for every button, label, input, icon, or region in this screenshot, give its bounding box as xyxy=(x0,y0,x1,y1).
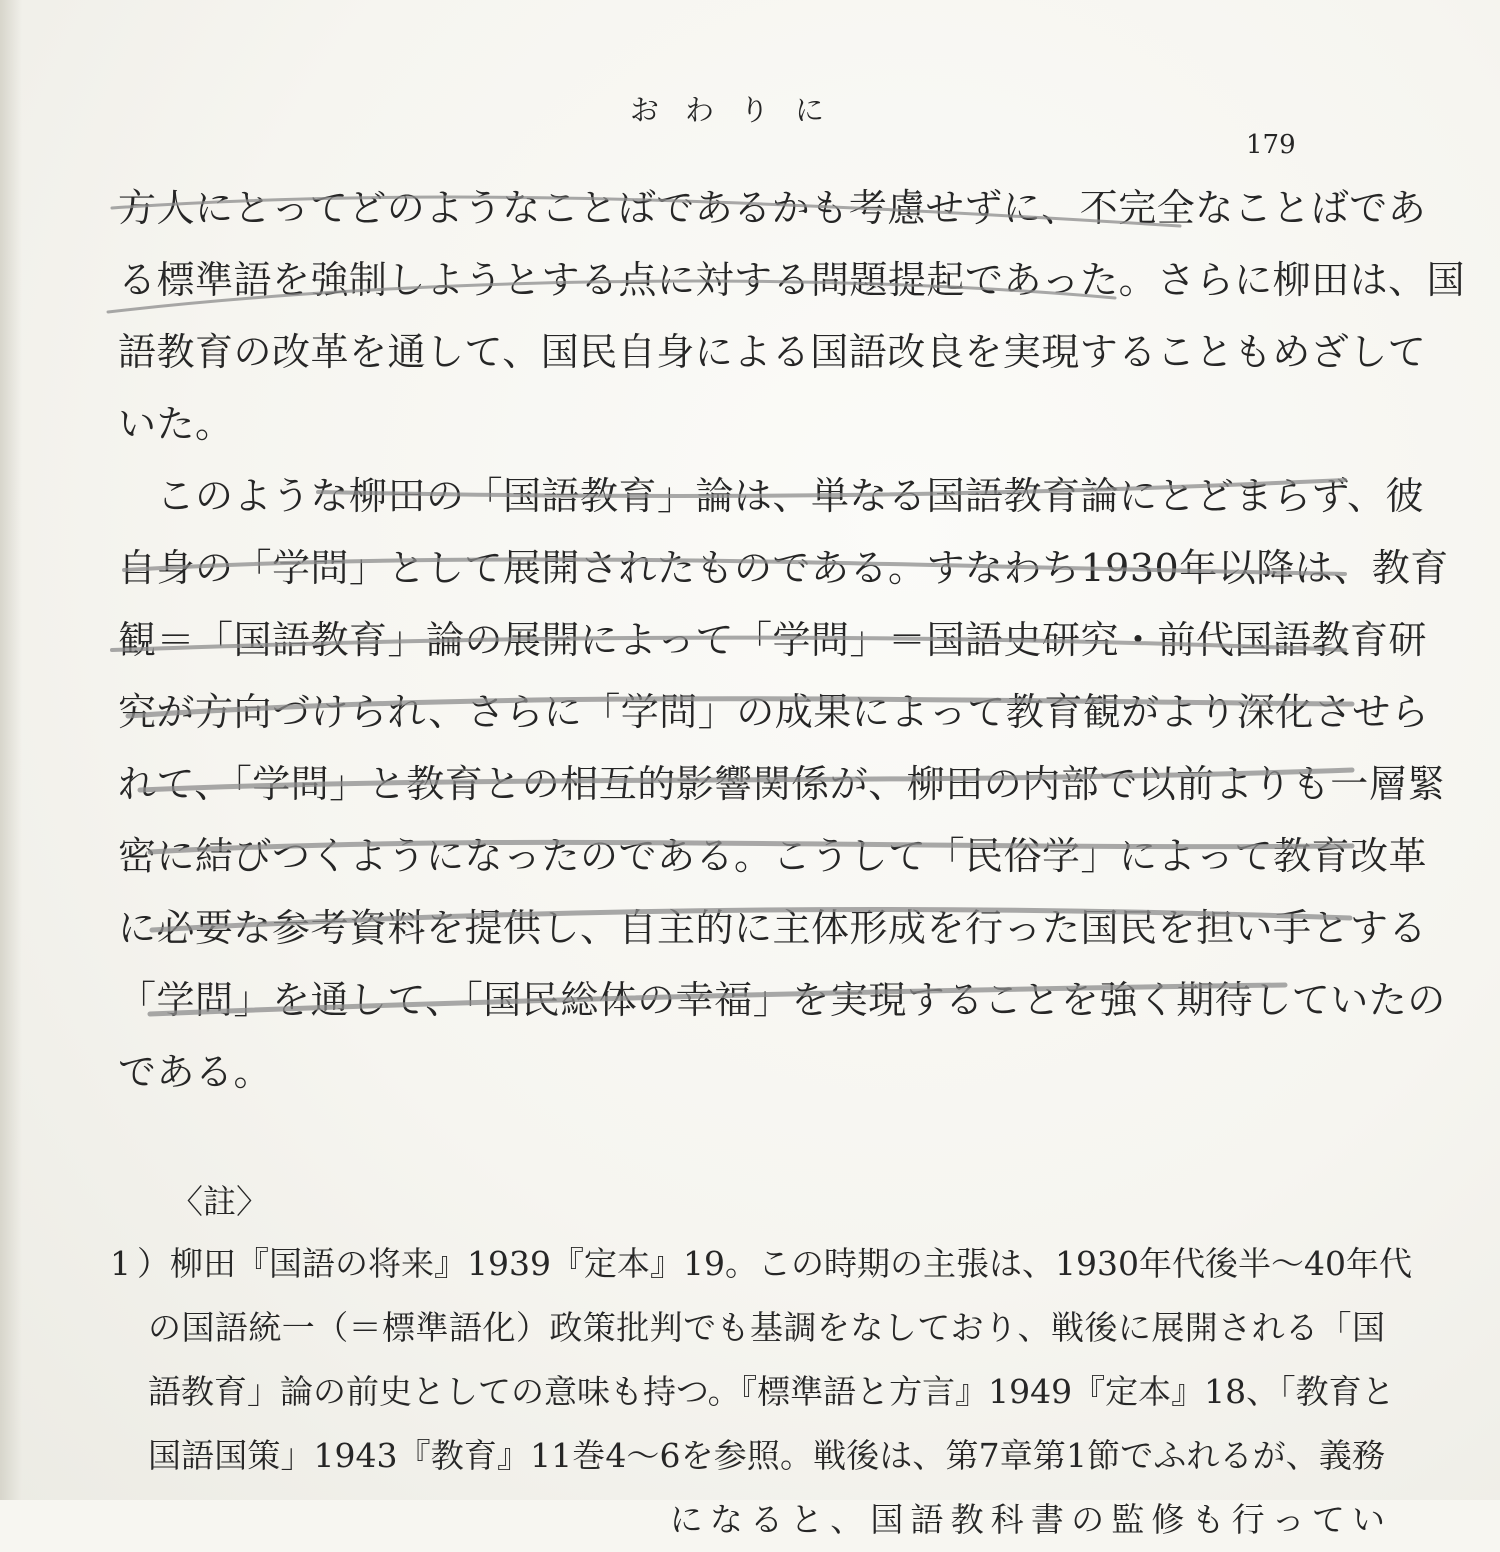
notes-section xyxy=(110,1232,1412,1552)
page-edge-shadow xyxy=(0,0,22,1500)
body-line: いた。 xyxy=(118,402,234,446)
body-line: 究が方向づけられ、さらに「学問」の成果によって教育観がより深化させら xyxy=(118,690,1430,734)
note-number: 1） xyxy=(110,1244,170,1283)
page-number: 179 xyxy=(1246,130,1296,160)
note-line: 語教育」論の前史としての意味も持つ。『標準語と方言』1949『定本』18、「教育と xyxy=(148,1372,1395,1411)
note-item xyxy=(110,1232,1412,1296)
running-head: おわりに xyxy=(629,93,850,127)
note-line: 国語国策」1943『教育』11巻4～6を参照。戦後は、第7章第1節でふれるが、義務 xyxy=(148,1436,1385,1475)
body-line: である。 xyxy=(118,1050,273,1094)
body-line: 語教育の改革を通して、国民自身による国語改良を実現することもめざして xyxy=(118,330,1427,374)
body-line: 自身の「学問」として展開されたものである。すなわち1930年以降は、教育 xyxy=(118,546,1449,590)
body-line: る標準語を強制しようとする点に対する問題提起であった。さらに柳田は、国 xyxy=(118,258,1466,302)
note-line: の国語統一（＝標準語化）政策批判でも基調をなしており、戦後に展開される「国 xyxy=(148,1308,1386,1347)
body-line: このような柳田の「国語教育」論は、単なる国語教育論にとどまらず、彼 xyxy=(118,474,1424,518)
note-line: になると、国語教科書の監修も行ってい xyxy=(148,1500,1385,1539)
body-line: れて、「学問」と教育との相互的影響関係が、柳田の内部で以前よりも一層緊 xyxy=(118,762,1446,806)
body-line: に必要な参考資料を提供し、自主的に主体形成を行った国民を担い手とする xyxy=(118,906,1428,950)
body-line: 方人にとってどのようなことばであるかも考慮せずに、不完全なことばであ xyxy=(118,186,1427,230)
body-line: 密に結びつくようになったのである。こうして「民俗学」によって教育改革 xyxy=(118,834,1428,878)
notes-heading: 〈註〉 xyxy=(170,1182,269,1221)
body-text xyxy=(118,172,1466,1108)
body-line: 「学問」を通して、「国民総体の幸福」を実現することを強く期待していたの xyxy=(118,978,1446,1022)
body-line: 観＝「国語教育」論の展開によって「学問」＝国語史研究・前代国語教育研 xyxy=(118,618,1428,662)
note-line: 柳田『国語の将来』1939『定本』19。この時期の主張は、1930年代後半～40年代 xyxy=(170,1244,1412,1283)
